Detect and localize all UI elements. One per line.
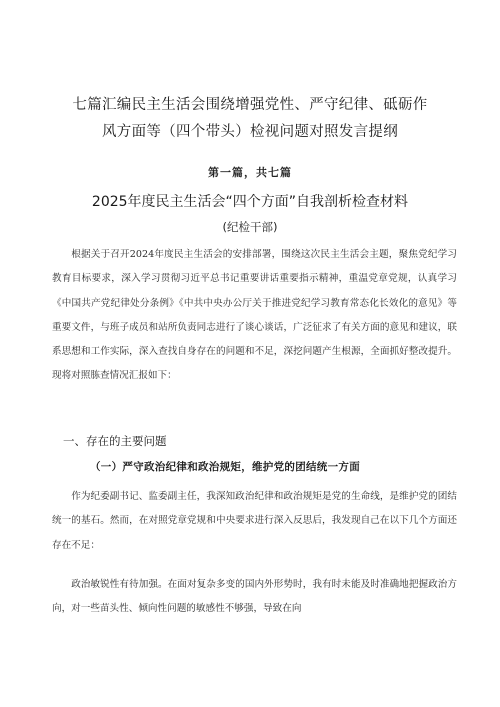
part-label: 第一篇，共七篇 <box>208 166 292 179</box>
intro-paragraph: 根据关于召开2024年度民主生活会的安排部署，围绕这次民主生活会主题，聚焦党纪学习教育目标要求，深入学习贯彻习近平总书记重要讲话重要指示精神，重温党章党规，认真学习《中国共产党纪律处分条例》《中共中央办公厅关于推进党纪学习教育常态化长效化的意见》等重要文件，与班子成员和站所负责同志进行了谈心谈话，广泛征求了有关方面的意见和建议，联系思想和工作实际，深入查找自身存在的问题和不足，深挖问题产生根源，全面抓好整改提升。现将对照胨查情况汇报如下： <box>52 249 457 382</box>
body-paragraph-2: 作为纪委副书记、监委副主任，我深知政治纪律和政治规矩是党的生命线，是维护党的团结统一的基石。然而，在对照党章党规和中央要求进行深入反思后，我发现自己在以下几个方面还存在不足： <box>52 491 457 551</box>
main-title-line-1: 七篇汇编民主生活会围绕增强党性、严守纪律、砥砺作 <box>72 97 428 113</box>
section-heading: 一、存在的主要问题 <box>63 434 167 448</box>
body-paragraph-3: 政治敏锐性有待加强。在面对复杂多变的国内外形势时，我有时未能及时准确地把握政治方向，对一些苗头性、倾向性问题的敏感性不够强，导致在向 <box>52 579 457 615</box>
main-title-line-2: 风方面等（四个带头）检视问题对照发言提纲 <box>102 124 398 140</box>
document-subtitle: 2025年度民主生活会“四个方面”自我剖析检查材料 <box>91 194 409 210</box>
subsection-heading: （一）严守政治纪律和政治规矩，维护党的团结统一方面 <box>90 461 360 473</box>
document-main-title <box>40 92 460 146</box>
author-label: (纪检干部) <box>222 220 278 234</box>
